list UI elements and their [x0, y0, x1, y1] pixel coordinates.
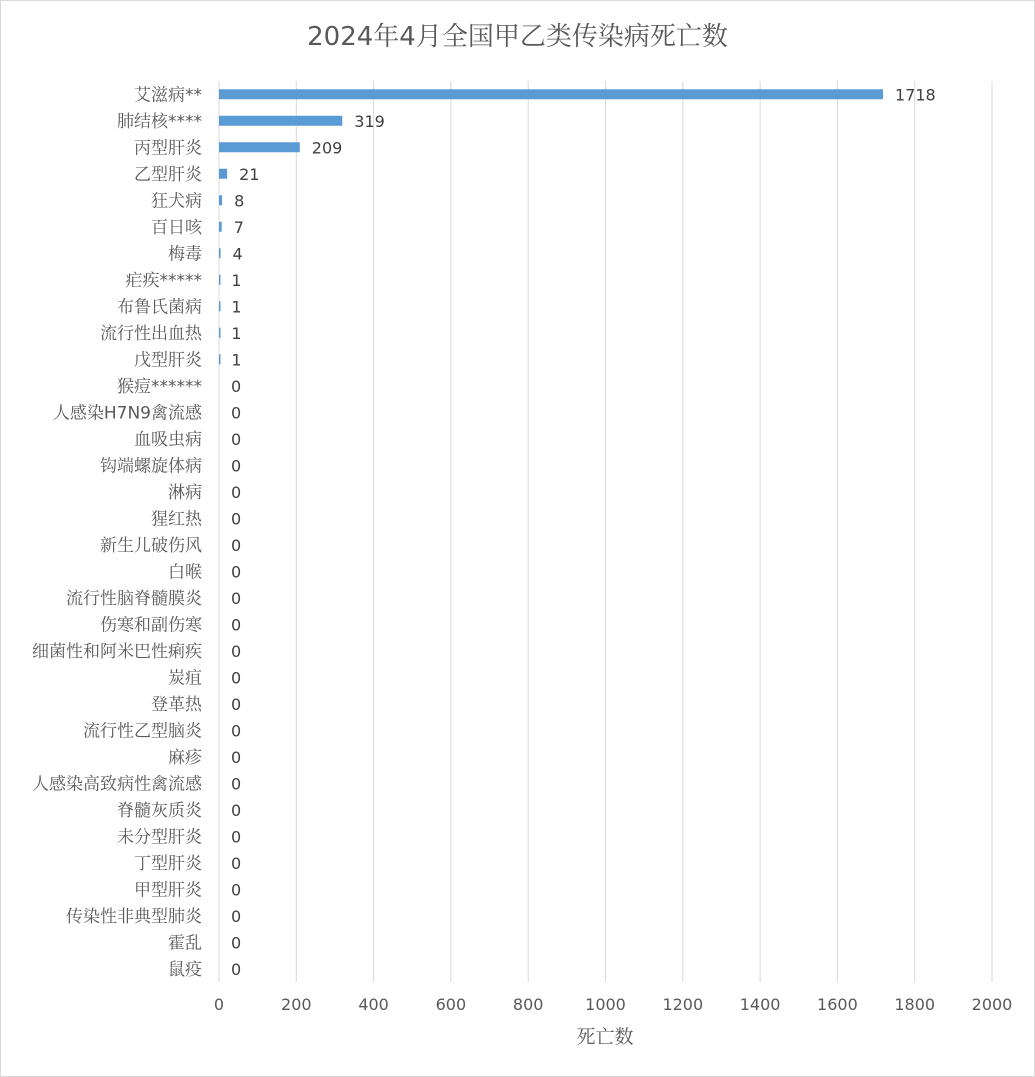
- category-label: 细菌性和阿米巴性痢疾: [32, 641, 202, 662]
- bar: [219, 89, 883, 99]
- category-label: 布鲁氏菌病: [117, 297, 202, 318]
- data-label: 0: [231, 535, 242, 555]
- category-label: 淋病: [168, 482, 202, 503]
- x-tick-label: 1400: [739, 995, 781, 1014]
- data-label: 209: [311, 138, 343, 158]
- data-label: 0: [231, 906, 242, 926]
- data-label: 319: [354, 111, 385, 131]
- category-label: 流行性脑脊髓膜炎: [66, 588, 202, 609]
- data-label: 0: [231, 774, 242, 794]
- data-label: 0: [231, 853, 242, 873]
- category-label: 炭疽: [168, 668, 202, 689]
- data-label: 0: [231, 747, 242, 767]
- category-label: 脊髓灰质炎: [117, 800, 202, 821]
- bar: [219, 301, 221, 311]
- category-label: 狂犬病: [151, 191, 202, 212]
- data-label: 0: [231, 721, 242, 741]
- data-label: 0: [231, 615, 242, 635]
- data-label: 0: [231, 959, 242, 979]
- category-label: 猴痘******: [117, 376, 202, 397]
- category-label: 艾滋病**: [134, 85, 202, 106]
- x-tick-label: 0: [213, 995, 225, 1014]
- category-label: 伤寒和副伤寒: [100, 615, 202, 636]
- data-label: 0: [231, 456, 242, 476]
- category-label: 未分型肝炎: [117, 827, 202, 848]
- bar: [219, 142, 300, 152]
- category-label: 猩红热: [151, 509, 202, 530]
- category-label: 丙型肝炎: [134, 138, 202, 159]
- bars: [219, 89, 883, 364]
- category-label: 流行性出血热: [100, 323, 202, 344]
- category-label: 戊型肝炎: [134, 350, 202, 371]
- bar: [219, 169, 227, 179]
- x-tick-label: 1600: [817, 995, 858, 1014]
- category-label: 甲型肝炎: [134, 880, 202, 901]
- data-label: 4: [232, 244, 243, 264]
- data-label: 0: [231, 694, 242, 714]
- category-label: 人感染高致病性禽流感: [32, 774, 202, 795]
- category-label: 肺结核****: [117, 111, 202, 132]
- category-label: 登革热: [151, 694, 202, 715]
- data-label: 0: [231, 562, 242, 582]
- category-label: 乙型肝炎: [134, 164, 202, 185]
- data-label: 0: [231, 482, 242, 502]
- data-label: 1: [231, 323, 242, 343]
- data-label: 0: [231, 827, 242, 847]
- x-tick-label: 600: [435, 995, 467, 1014]
- data-label: 1: [231, 270, 242, 290]
- x-tick-label: 800: [512, 995, 544, 1014]
- data-label: 0: [231, 376, 242, 396]
- category-label: 钩端螺旋体病: [100, 456, 202, 477]
- data-label: 0: [231, 509, 242, 529]
- category-label: 霍乱: [168, 933, 202, 954]
- bar: [219, 195, 222, 205]
- category-label: 人感染H7N9禽流感: [52, 403, 202, 424]
- bar: [219, 222, 222, 232]
- x-tick-label: 1800: [894, 995, 936, 1014]
- category-label: 百日咳: [151, 217, 202, 238]
- data-label: 0: [231, 800, 242, 820]
- bar: [219, 116, 342, 126]
- gridlines: [219, 81, 992, 982]
- x-axis-title: 死亡数: [576, 1026, 634, 1048]
- data-label: 1: [231, 350, 242, 370]
- category-label: 流行性乙型脑炎: [83, 721, 202, 742]
- data-label: 1718: [895, 85, 936, 105]
- data-label: 7: [233, 217, 244, 237]
- x-tick-label: 2000: [971, 995, 1013, 1014]
- category-label: 丁型肝炎: [134, 853, 202, 874]
- x-tick-labels: [214, 995, 1012, 1014]
- category-label: 疟疾*****: [125, 270, 202, 291]
- category-label: 梅毒: [168, 244, 202, 265]
- data-label: 21: [239, 164, 260, 184]
- data-label: 0: [231, 588, 242, 608]
- chart-title: 2024年4月全国甲乙类传染病死亡数: [307, 22, 728, 52]
- bar: [219, 275, 221, 285]
- x-tick-label: 400: [358, 995, 389, 1014]
- bar: [219, 328, 221, 338]
- data-label: 0: [231, 668, 242, 688]
- x-tick-label: 1000: [585, 995, 626, 1014]
- data-label: 1: [231, 297, 242, 317]
- data-label: 0: [231, 880, 242, 900]
- category-label: 麻疹: [168, 747, 202, 768]
- category-label: 血吸虫病: [134, 429, 202, 450]
- bar: [219, 248, 221, 258]
- data-label: 0: [231, 641, 242, 661]
- data-label: 0: [231, 429, 242, 449]
- data-labels: [231, 85, 936, 979]
- category-label: 传染性非典型肺炎: [66, 906, 202, 927]
- x-tick-label: 1200: [662, 995, 704, 1014]
- x-tick-label: 200: [281, 995, 312, 1014]
- category-labels: [32, 85, 203, 980]
- category-label: 新生儿破伤风: [100, 535, 202, 556]
- data-label: 0: [231, 933, 242, 953]
- bar: [219, 354, 221, 364]
- category-label: 鼠疫: [168, 959, 202, 980]
- category-label: 白喉: [168, 562, 202, 583]
- data-label: 0: [231, 403, 242, 423]
- data-label: 8: [234, 191, 245, 211]
